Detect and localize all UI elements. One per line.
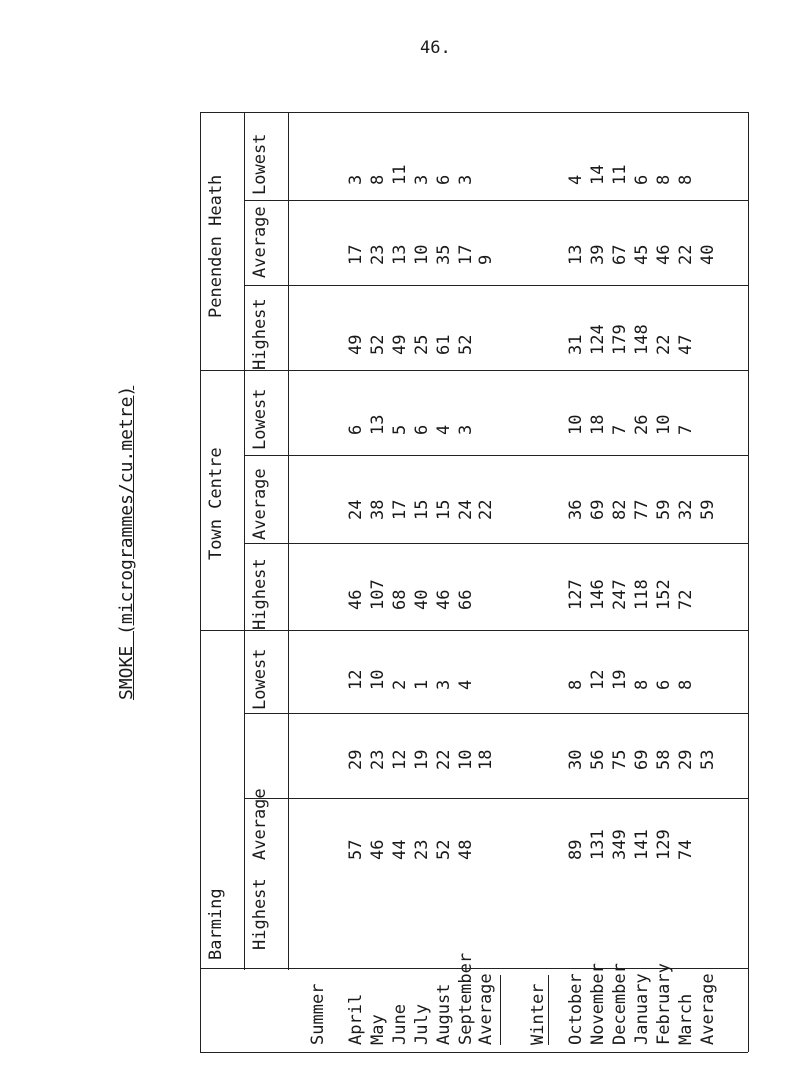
penenden_heath-average-winter-value: 46 <box>654 244 674 265</box>
location-town-centre: Town Centre <box>206 447 226 560</box>
penenden_heath-average-summer-average: 9 <box>476 254 496 265</box>
penenden_heath-highest-winter-value: 179 <box>610 324 630 355</box>
barming-highest-winter-value: 129 <box>654 829 674 860</box>
penenden_heath-highest-summer-value: 49 <box>346 334 366 355</box>
page-number: 46. <box>420 38 451 58</box>
town_centre-highest-summer-value: 68 <box>390 589 410 610</box>
month-march: March <box>676 993 696 1045</box>
frame-right <box>748 112 749 1052</box>
header-barming-average: Average <box>250 788 270 860</box>
penenden-block-divider <box>200 370 748 371</box>
barming-highest-winter-value: 131 <box>588 829 608 860</box>
barming-average-summer-value: 10 <box>456 749 476 770</box>
barming-lowest-winter-value: 8 <box>676 679 696 690</box>
town_centre-lowest-winter-value: 7 <box>610 424 630 435</box>
penenden_heath-lowest-winter-value: 6 <box>632 174 652 185</box>
penenden_heath-highest-summer-value: 61 <box>434 334 454 355</box>
location-penenden-heath: Penenden Heath <box>206 174 226 318</box>
town_centre-lowest-winter-value: 18 <box>588 414 608 435</box>
header-penenden-lowest: Lowest <box>250 133 270 195</box>
barming-average-winter-value: 29 <box>676 749 696 770</box>
barming-highest-summer-value: 44 <box>390 839 410 860</box>
header-barming-highest: Highest <box>250 878 270 950</box>
barming-lowest-winter-value: 8 <box>566 679 586 690</box>
town_centre-highest-winter-value: 247 <box>610 579 630 610</box>
barming-highest-summer-value: 57 <box>346 839 366 860</box>
penenden_heath-average-winter-value: 39 <box>588 244 608 265</box>
barming-lowest-summer-value: 1 <box>412 679 432 690</box>
town_centre-lowest-winter-value: 10 <box>566 414 586 435</box>
town_centre-average-summer-value: 24 <box>456 499 476 520</box>
frame-left <box>200 112 201 1052</box>
town_centre-lowest-summer-value: 6 <box>412 424 432 435</box>
town_centre-lowest-winter-value: 7 <box>676 424 696 435</box>
barming-average-summer-value: 29 <box>346 749 366 770</box>
column-header-divider <box>288 112 289 970</box>
town_centre-average-winter-value: 32 <box>676 499 696 520</box>
town_centre-highest-summer-value: 46 <box>434 589 454 610</box>
town_centre-average-summer-value: 38 <box>368 499 388 520</box>
month-september: September <box>456 952 476 1045</box>
town_centre-highest-summer-value: 46 <box>346 589 366 610</box>
barming-lowest-winter-value: 6 <box>654 679 674 690</box>
town_centre-highest-summer-value: 66 <box>456 589 476 610</box>
month-august: August <box>434 983 454 1045</box>
month-may: May <box>368 1014 388 1045</box>
col-sep <box>244 713 748 714</box>
town-block-divider <box>200 630 748 631</box>
town_centre-lowest-winter-value: 10 <box>654 414 674 435</box>
header-town-average: Average <box>250 468 270 540</box>
town_centre-lowest-summer-value: 5 <box>390 424 410 435</box>
barming-average-winter-value: 58 <box>654 749 674 770</box>
winter-rule <box>548 975 549 1045</box>
penenden_heath-average-winter-value: 45 <box>632 244 652 265</box>
summer-label: Summer <box>308 983 328 1045</box>
penenden_heath-highest-winter-value: 47 <box>676 334 696 355</box>
penenden_heath-lowest-winter-value: 14 <box>588 164 608 185</box>
penenden_heath-average-summer-value: 10 <box>412 244 432 265</box>
penenden_heath-lowest-summer-value: 3 <box>456 174 476 185</box>
penenden_heath-lowest-summer-value: 3 <box>346 174 366 185</box>
month-october: October <box>566 973 586 1045</box>
penenden_heath-lowest-summer-value: 11 <box>390 164 410 185</box>
penenden_heath-highest-winter-value: 22 <box>654 334 674 355</box>
col-sep <box>244 455 748 456</box>
town_centre-lowest-summer-value: 13 <box>368 414 388 435</box>
barming-average-summer-value: 19 <box>412 749 432 770</box>
town_centre-average-winter-value: 69 <box>588 499 608 520</box>
summer-average-label: Average <box>476 973 496 1045</box>
penenden_heath-lowest-winter-value: 8 <box>676 174 696 185</box>
town_centre-lowest-summer-value: 6 <box>346 424 366 435</box>
town_centre-average-winter-value: 36 <box>566 499 586 520</box>
penenden_heath-average-winter-value: 67 <box>610 244 630 265</box>
month-june: June <box>390 1004 410 1045</box>
barming-lowest-summer-value: 12 <box>346 669 366 690</box>
frame-bottom <box>200 1052 748 1053</box>
penenden_heath-highest-summer-value: 25 <box>412 334 432 355</box>
penenden_heath-average-winter-average: 40 <box>698 244 718 265</box>
barming-average-winter-value: 69 <box>632 749 652 770</box>
town_centre-highest-winter-value: 118 <box>632 579 652 610</box>
barming-highest-summer-value: 46 <box>368 839 388 860</box>
barming-lowest-summer-value: 4 <box>456 679 476 690</box>
penenden_heath-average-summer-value: 17 <box>346 244 366 265</box>
header-penenden-highest: Highest <box>250 298 270 370</box>
barming-highest-summer-value: 23 <box>412 839 432 860</box>
location-header-divider <box>244 112 245 970</box>
barming-average-winter-value: 30 <box>566 749 586 770</box>
month-november: November <box>588 963 608 1045</box>
barming-highest-winter-value: 74 <box>676 839 696 860</box>
barming-highest-summer-value: 48 <box>456 839 476 860</box>
barming-lowest-summer-value: 3 <box>434 679 454 690</box>
barming-highest-winter-value: 141 <box>632 829 652 860</box>
town_centre-average-winter-value: 77 <box>632 499 652 520</box>
town_centre-highest-winter-value: 152 <box>654 579 674 610</box>
penenden_heath-average-winter-value: 22 <box>676 244 696 265</box>
col-sep <box>244 543 748 544</box>
table-title: SMOKE (microgrammes/cu.metre) <box>116 385 137 700</box>
col-sep <box>244 798 748 799</box>
penenden_heath-highest-winter-value: 148 <box>632 324 652 355</box>
town_centre-lowest-winter-value: 26 <box>632 414 652 435</box>
town_centre-average-winter-value: 59 <box>654 499 674 520</box>
header-penenden-average: Average <box>250 206 270 278</box>
month-february: February <box>654 963 674 1045</box>
month-april: April <box>346 993 366 1045</box>
summer-average-rule <box>500 975 501 1045</box>
town_centre-lowest-summer-value: 4 <box>434 424 454 435</box>
penenden_heath-lowest-winter-value: 4 <box>566 174 586 185</box>
penenden_heath-average-summer-value: 23 <box>368 244 388 265</box>
header-town-highest: Highest <box>250 558 270 630</box>
col-sep <box>244 200 748 201</box>
town_centre-average-winter-value: 82 <box>610 499 630 520</box>
town_centre-highest-summer-value: 107 <box>368 579 388 610</box>
header-barming-lowest: Lowest <box>250 648 270 710</box>
month-january: January <box>632 973 652 1045</box>
barming-average-winter-average: 53 <box>698 749 718 770</box>
town_centre-lowest-summer-value: 3 <box>456 424 476 435</box>
barming-average-summer-average: 18 <box>476 749 496 770</box>
town_centre-average-summer-average: 22 <box>476 499 496 520</box>
barming-lowest-summer-value: 10 <box>368 669 388 690</box>
penenden_heath-highest-summer-value: 52 <box>456 334 476 355</box>
town_centre-highest-winter-value: 146 <box>588 579 608 610</box>
barming-average-summer-value: 23 <box>368 749 388 770</box>
barming-lowest-winter-value: 12 <box>588 669 608 690</box>
winter-average-label: Average <box>698 973 718 1045</box>
frame-top <box>200 112 748 113</box>
penenden_heath-highest-winter-value: 31 <box>566 334 586 355</box>
penenden_heath-lowest-summer-value: 8 <box>368 174 388 185</box>
penenden_heath-average-summer-value: 13 <box>390 244 410 265</box>
header-town-lowest: Lowest <box>250 388 270 450</box>
town_centre-highest-winter-value: 127 <box>566 579 586 610</box>
penenden_heath-average-summer-value: 17 <box>456 244 476 265</box>
penenden_heath-lowest-summer-value: 3 <box>412 174 432 185</box>
town_centre-highest-summer-value: 40 <box>412 589 432 610</box>
barming-highest-winter-value: 349 <box>610 829 630 860</box>
barming-average-winter-value: 75 <box>610 749 630 770</box>
winter-label: Winter <box>528 983 548 1045</box>
col-sep <box>244 285 748 286</box>
barming-highest-winter-value: 89 <box>566 839 586 860</box>
penenden_heath-highest-winter-value: 124 <box>588 324 608 355</box>
penenden_heath-average-summer-value: 35 <box>434 244 454 265</box>
town_centre-highest-winter-value: 72 <box>676 589 696 610</box>
month-december: December <box>610 963 630 1045</box>
barming-lowest-winter-value: 8 <box>632 679 652 690</box>
penenden_heath-lowest-winter-value: 11 <box>610 164 630 185</box>
penenden_heath-lowest-summer-value: 6 <box>434 174 454 185</box>
town_centre-average-summer-value: 24 <box>346 499 366 520</box>
town_centre-average-summer-value: 15 <box>434 499 454 520</box>
month-july: July <box>412 1004 432 1045</box>
town_centre-average-summer-value: 17 <box>390 499 410 520</box>
barming-lowest-winter-value: 19 <box>610 669 630 690</box>
town_centre-average-summer-value: 15 <box>412 499 432 520</box>
barming-lowest-summer-value: 2 <box>390 679 410 690</box>
barming-average-summer-value: 12 <box>390 749 410 770</box>
penenden_heath-highest-summer-value: 49 <box>390 334 410 355</box>
penenden_heath-highest-summer-value: 52 <box>368 334 388 355</box>
penenden_heath-average-winter-value: 13 <box>566 244 586 265</box>
barming-average-summer-value: 22 <box>434 749 454 770</box>
barming-highest-summer-value: 52 <box>434 839 454 860</box>
location-barming: Barming <box>206 888 226 960</box>
penenden_heath-lowest-winter-value: 8 <box>654 174 674 185</box>
barming-average-winter-value: 56 <box>588 749 608 770</box>
town_centre-average-winter-average: 59 <box>698 499 718 520</box>
